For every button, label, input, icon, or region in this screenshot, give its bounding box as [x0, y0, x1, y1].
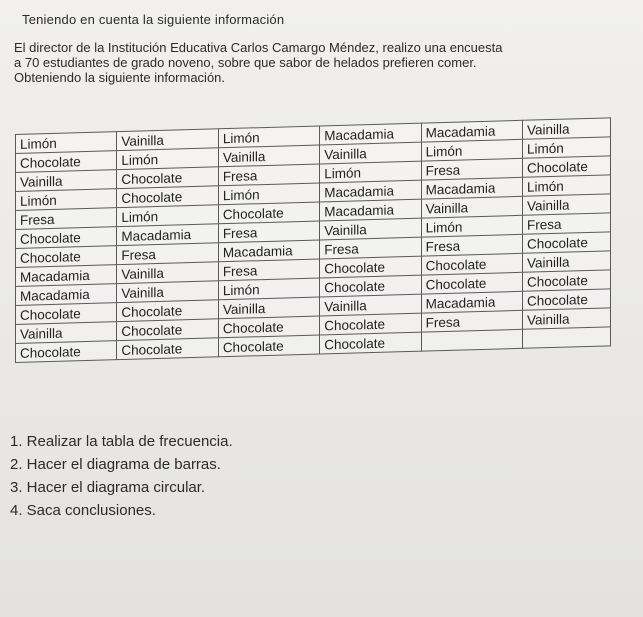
table-cell: Chocolate	[16, 303, 117, 325]
table-cell: Vainilla	[218, 145, 319, 167]
table-cell: Vainilla	[421, 196, 522, 218]
table-cell: Chocolate	[117, 186, 218, 208]
table-cell: Macadamia	[117, 224, 218, 246]
table-cell: Limón	[320, 161, 421, 183]
table-cell: Macadamia	[421, 177, 522, 199]
task-item: 1. Realizar la tabla de frecuencia.	[10, 433, 233, 450]
table-cell: Chocolate	[16, 341, 117, 363]
table-cell: Fresa	[320, 237, 421, 259]
table-cell: Macadamia	[16, 265, 117, 287]
table-cell: Macadamia	[16, 284, 117, 306]
table-cell: Vainilla	[117, 129, 218, 151]
table-cell: Vainilla	[16, 322, 117, 344]
intro-line: Obteniendo la siguiente información.	[14, 70, 226, 85]
table-cell: Vainilla	[320, 218, 421, 240]
table-cell: Fresa	[16, 208, 117, 230]
table-cell: Chocolate	[523, 289, 611, 310]
task-item: 2. Hacer el diagrama de barras.	[10, 456, 221, 473]
table-cell: Macadamia	[320, 180, 421, 202]
table-cell: Vainilla	[523, 118, 611, 139]
table-cell: Macadamia	[320, 123, 421, 145]
table-cell: Vainilla	[218, 297, 319, 319]
table-cell: Chocolate	[421, 272, 522, 294]
table-cell: Chocolate	[523, 270, 611, 291]
table-cell: Vainilla	[523, 251, 611, 272]
table-cell: Limón	[523, 137, 611, 158]
task-list	[10, 430, 233, 522]
table-cell: Limón	[523, 175, 611, 196]
table-cell	[523, 327, 611, 348]
table-cell: Chocolate	[523, 232, 611, 253]
table-cell: Fresa	[421, 158, 522, 180]
table-cell: Chocolate	[117, 338, 218, 360]
table-cell: Chocolate	[117, 167, 218, 189]
table-cell: Vainilla	[320, 294, 421, 316]
table-cell: Chocolate	[117, 300, 218, 322]
table-cell: Chocolate	[117, 319, 218, 341]
survey-table-body	[16, 118, 611, 363]
table-cell: Chocolate	[218, 316, 319, 338]
worksheet-heading: Teniendo en cuenta la siguiente información	[22, 12, 285, 27]
table-cell	[421, 329, 522, 351]
table-cell: Vainilla	[117, 262, 218, 284]
table-cell: Limón	[117, 205, 218, 227]
table-cell: Chocolate	[320, 332, 421, 354]
table-cell: Vainilla	[320, 142, 421, 164]
table-cell: Limón	[218, 183, 319, 205]
table-cell: Fresa	[117, 243, 218, 265]
intro-line: El director de la Institución Educativa Carlos Camargo Méndez, realizo una encuesta	[14, 40, 503, 55]
task-item: 3. Hacer el diagrama circular.	[10, 479, 206, 496]
table-cell: Macadamia	[421, 120, 522, 142]
table-cell: Chocolate	[421, 253, 522, 275]
intro-paragraph	[14, 40, 614, 85]
table-cell: Chocolate	[218, 335, 319, 357]
table-cell: Macadamia	[218, 240, 319, 262]
table-cell: Limón	[117, 148, 218, 170]
table-cell: Chocolate	[320, 275, 421, 297]
table-cell: Chocolate	[218, 202, 319, 224]
table-cell: Limón	[421, 139, 522, 161]
table-cell: Limón	[16, 132, 117, 154]
table-cell: Limón	[421, 215, 522, 237]
table-cell: Vainilla	[16, 170, 117, 192]
table-cell: Fresa	[218, 259, 319, 281]
table-cell: Chocolate	[320, 256, 421, 278]
table-cell: Chocolate	[523, 156, 611, 177]
table-cell: Limón	[16, 189, 117, 211]
table-cell: Chocolate	[16, 151, 117, 173]
table-cell: Macadamia	[320, 199, 421, 221]
table-cell: Chocolate	[16, 227, 117, 249]
survey-results-table	[15, 117, 611, 363]
table-cell: Limón	[218, 278, 319, 300]
table-cell: Macadamia	[421, 291, 522, 313]
table-cell: Fresa	[523, 213, 611, 234]
intro-line: a 70 estudiantes de grado noveno, sobre que sabor de helados prefieren comer.	[14, 55, 477, 70]
table-cell: Limón	[218, 126, 319, 148]
table-cell: Fresa	[421, 310, 522, 332]
table-cell: Chocolate	[16, 246, 117, 268]
task-item: 4. Saca conclusiones.	[10, 502, 156, 519]
table-cell: Fresa	[218, 164, 319, 186]
table-cell: Fresa	[421, 234, 522, 256]
table-cell: Vainilla	[523, 308, 611, 329]
table-cell: Chocolate	[320, 313, 421, 335]
table-cell: Fresa	[218, 221, 319, 243]
table-cell: Vainilla	[523, 194, 611, 215]
table-cell: Vainilla	[117, 281, 218, 303]
